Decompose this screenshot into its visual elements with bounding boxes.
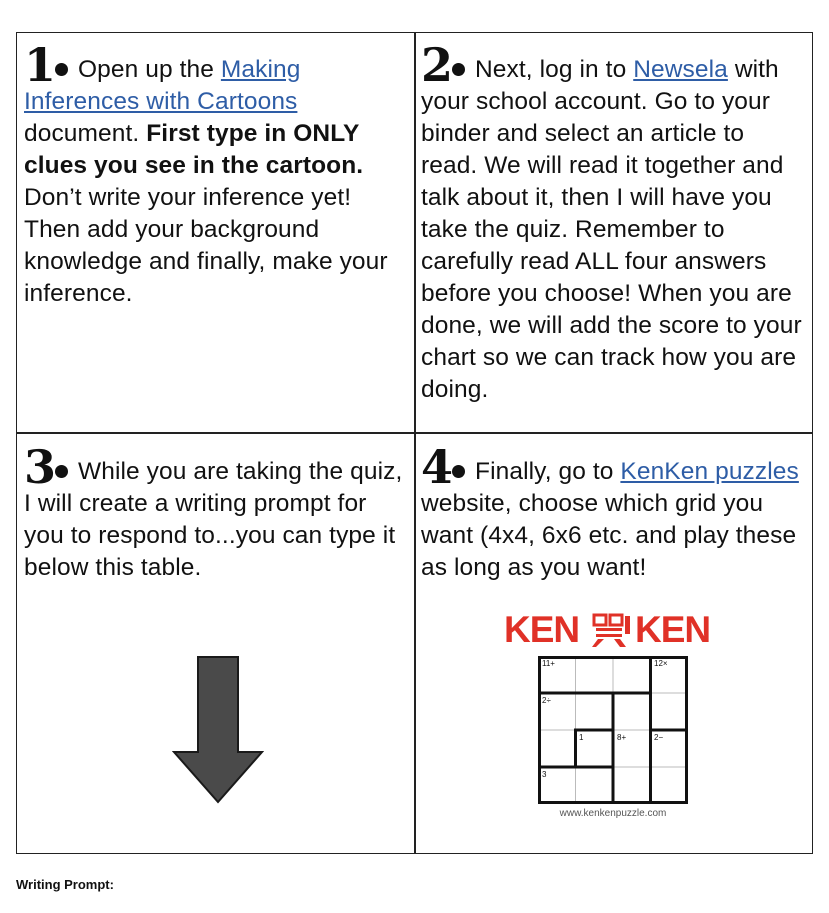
puzzle-clue: 1 xyxy=(579,733,584,742)
step-text: Finally, go to xyxy=(475,458,621,485)
step-emphasis: First type in ONLY clues you see in the cartoon. xyxy=(24,120,364,179)
step-text: with your school account. Go to your binder and select an article to read. We will read it together and talk about it, then I will have you take the quiz. Remember to carefully read ALL four answers before you choose! When you are done, we will add the score to your chart so we can track how you are doing. xyxy=(421,56,802,403)
step-text: website, choose which grid you want (4x4, 6x6 etc. and play these as long as you want! xyxy=(421,490,797,581)
step-text: While you are taking the quiz, I will create a writing prompt for you to respond to...you can type it below this table. xyxy=(24,458,403,581)
kenken-logo-mark-icon xyxy=(590,613,632,647)
step-number: 2 xyxy=(421,38,452,92)
step-number: 1 xyxy=(24,38,55,92)
step-text: Don’t write your inference yet! Then add your background knowledge and finally, make your inference. xyxy=(24,184,388,307)
step-number: 4 xyxy=(421,440,452,494)
making-inferences-link[interactable]: Making Inferences with Cartoons xyxy=(24,56,301,115)
step-bullet-icon xyxy=(55,465,68,478)
step-2-cell xyxy=(421,38,806,406)
puzzle-clue: 11+ xyxy=(542,659,555,668)
step-text: Open up the xyxy=(78,56,221,83)
step-number: 3 xyxy=(24,440,55,494)
kenken-url: www.kenkenpuzzle.com xyxy=(559,808,667,819)
table-divider-vertical xyxy=(414,33,416,853)
puzzle-clue: 12× xyxy=(654,659,668,668)
kenken-logo-left: KEN xyxy=(504,609,580,650)
step-text: document. xyxy=(24,120,147,147)
step-3-cell xyxy=(24,440,409,584)
activity-table xyxy=(16,32,813,854)
writing-prompt-label: Writing Prompt: xyxy=(16,877,114,892)
puzzle-clue: 2÷ xyxy=(542,696,551,705)
step-text: Next, log in to xyxy=(475,56,634,83)
kenken-logo xyxy=(504,610,720,650)
kenken-link[interactable]: KenKen puzzles xyxy=(620,458,799,485)
newsela-link[interactable]: Newsela xyxy=(633,56,728,83)
puzzle-clue: 2− xyxy=(654,733,664,742)
step-1-cell xyxy=(24,38,409,310)
puzzle-clue: 8+ xyxy=(617,733,627,742)
step-bullet-icon xyxy=(55,63,68,76)
puzzle-clue: 3 xyxy=(542,770,547,779)
step-4-cell xyxy=(421,440,806,584)
down-arrow-icon xyxy=(172,656,264,804)
kenken-puzzle-grid xyxy=(538,656,688,804)
step-bullet-icon xyxy=(452,465,465,478)
kenken-logo-right: KEN xyxy=(635,609,711,650)
step-bullet-icon xyxy=(452,63,465,76)
table-divider-horizontal xyxy=(17,432,812,434)
